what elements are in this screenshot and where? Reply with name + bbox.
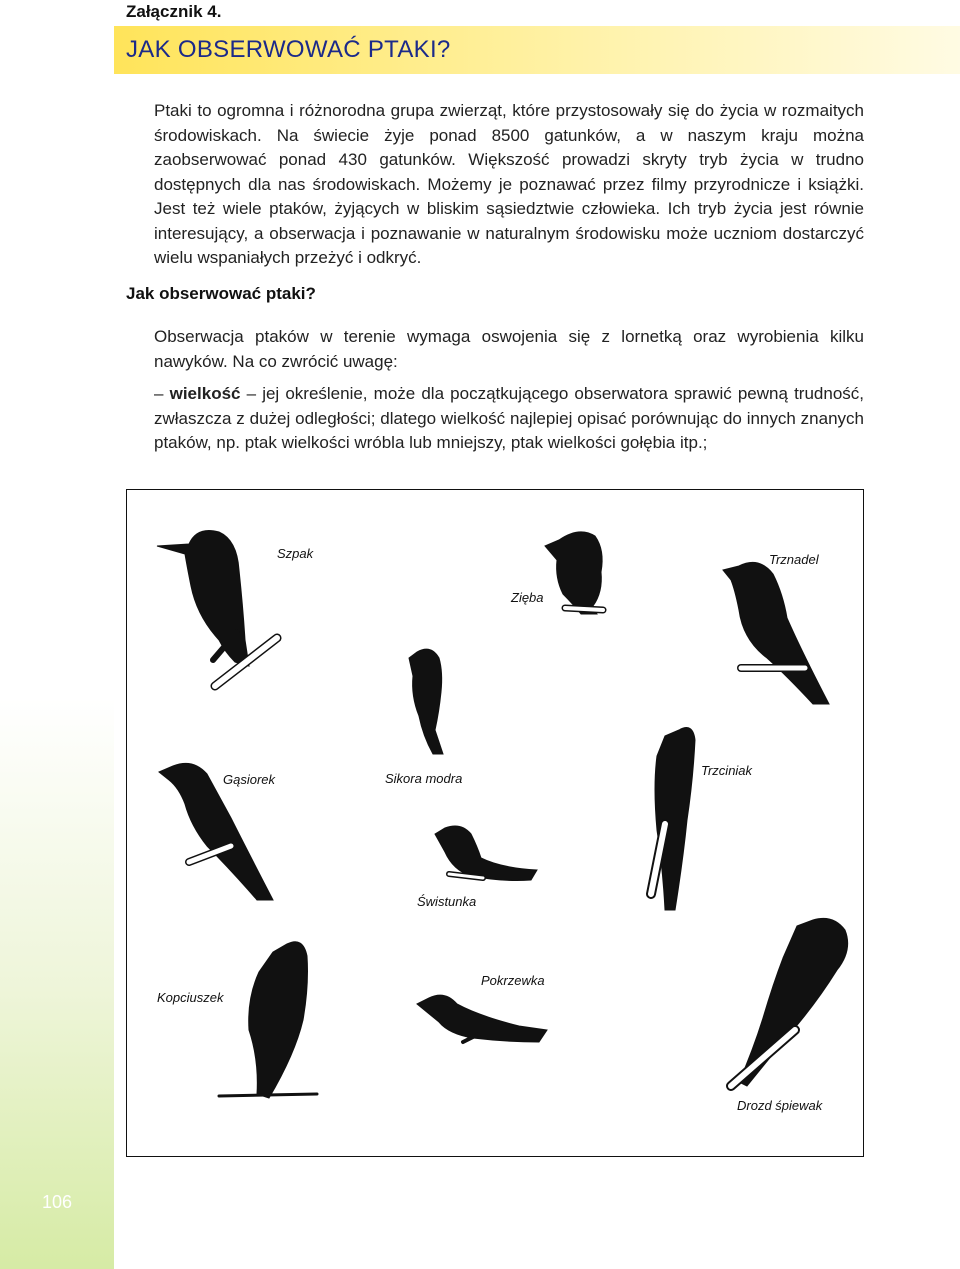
label-pokrzewka: Pokrzewka	[481, 973, 545, 988]
label-sikora: Sikora modra	[385, 771, 463, 786]
label-trznadel: Trznadel	[769, 552, 819, 567]
page-number: 106	[41, 1192, 73, 1212]
label-kopciuszek: Kopciuszek	[157, 990, 224, 1005]
appendix-label: Załącznik 4.	[126, 2, 222, 21]
bullet-dash: –	[154, 384, 164, 403]
drozd-silhouette	[731, 918, 848, 1086]
szpak-silhouette	[157, 531, 277, 687]
pokrzewka-silhouette	[417, 995, 547, 1042]
section-paragraph: Obserwacja ptaków w terenie wymaga oswojenia się z lornetką oraz wyrobienia kilku nawyków. Na co zwrócić uwagę:	[154, 327, 864, 371]
trznadel-silhouette	[723, 562, 829, 704]
label-swistunka: Świstunka	[417, 894, 477, 909]
kopciuszek-silhouette	[219, 942, 317, 1098]
bullet-item-size	[154, 382, 864, 456]
label-szpak: Szpak	[277, 546, 314, 561]
label-gasiorek: Gąsiorek	[223, 772, 276, 787]
zieba-silhouette	[545, 532, 603, 614]
section-heading: Jak obserwować ptaki?	[126, 284, 316, 303]
bullet-text: – jej określenie, może dla początkującego obserwatora sprawić pewną trudność, zwłaszcza z dużej odległości; dlatego wielkość najlepiej opisać porównując do innych znanych ptaków, np. ptak wielkości wróbla lub mniejszy, ptak wielkości gołębia itp.;	[154, 384, 864, 452]
side-strip	[0, 0, 114, 1269]
bird-silhouettes-figure	[126, 489, 864, 1157]
bullet-term: wielkość	[169, 384, 241, 403]
label-zieba: Zięba	[511, 590, 544, 605]
trzciniak-silhouette	[651, 728, 695, 910]
intro-paragraph: Ptaki to ogromna i różnorodna grupa zwierząt, które przystosowały się do życia w rozmaitych środowiskach. Na świecie żyje ponad 8500 gatunków, a w naszym kraju można zaobserwować ponad 430 gatunków. Większość prowadzi skryty tryb życia w trudno dostępnych dla nas środowiskach. Możemy je poznawać przez filmy przyrodnicze i książki. Jest też wiele ptaków, żyjących w bliskim sąsiedztwie człowieka. Ich tryb życia jest równie interesujący, a obserwacja i poznawanie w naturalnym środowisku może uczniom dostarczyć wielu wspaniałych przeżyć i odkryć.	[154, 101, 864, 267]
silhouettes-svg	[127, 490, 863, 1156]
page-title: JAK OBSERWOWAĆ PTAKI?	[126, 36, 451, 63]
label-drozd: Drozd śpiewak	[737, 1098, 823, 1113]
swistunka-silhouette	[435, 826, 537, 881]
label-trzciniak: Trzciniak	[701, 763, 753, 778]
sikora-silhouette	[409, 649, 443, 754]
